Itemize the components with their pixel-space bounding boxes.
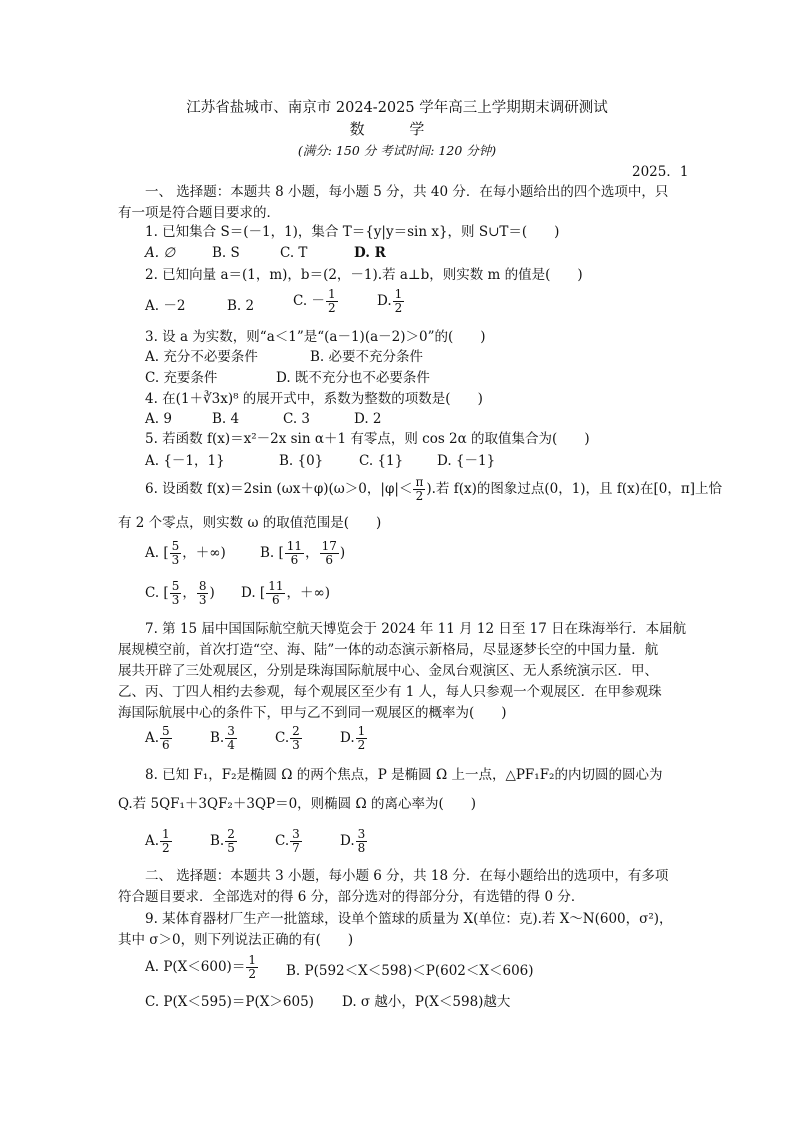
section1-intro-line1: 一、 选择题：本题共 8 小题，每小题 5 分，共 40 分．在每小题给出的四个选项中，只 <box>145 184 669 200</box>
q8-option-a: A. $\frac{1}{2}$ <box>145 827 170 855</box>
q7-option-d: D. $\frac{1}{2}$ <box>340 724 366 752</box>
question-3-stem: 3. 设 a 为实数，则“a＜1”是“(a－1)(a－2)＞0”的( ) <box>145 329 486 345</box>
q2-option-c: C. － $\frac{1}{2}$ <box>293 287 336 315</box>
q8-option-c: C. $\frac{3}{7}$ <box>275 827 300 855</box>
q2-option-d: D. $\frac{1}{2}$ <box>377 287 403 315</box>
exam-date: 2025．1 <box>632 164 689 180</box>
question-6-stem: 6. 设函数 f(x)＝2sin (ωx＋φ)(ω＞0，|φ|＜ $\frac{\pi}{2}$ ).若 f(x)的图象过点(0，1)，且 f(x)在[0，π]上恰 <box>145 475 722 503</box>
question-2-stem: 2. 已知向量 a＝(1，m)，b＝(2，－1).若 a⊥b，则实数 m 的值是( ) <box>145 267 583 283</box>
q4-option-a: A. 9 <box>145 411 172 427</box>
q6-option-d: D. [ $\frac{11}{6}$ ，＋∞) <box>241 579 330 607</box>
q2-option-b: B. 2 <box>227 298 255 314</box>
q3-option-a: A. 充分不必要条件 <box>145 349 258 365</box>
q1-option-b: B. S <box>212 245 240 261</box>
fraction-pi-over-2: $\frac{\pi}{2}$ <box>415 475 424 503</box>
question-7-line4: 乙、丙、丁四人相约去参观，每个观展区至少有 1 人，每人只参观一个观展区．在甲参观珠 <box>118 684 662 700</box>
fraction: $\frac{1}{2}$ <box>394 287 403 315</box>
q3-option-c: C. 充要条件 <box>145 370 218 386</box>
q7-option-c: C. $\frac{2}{3}$ <box>275 724 300 752</box>
subject-title: 数 学 <box>349 120 445 138</box>
q9-option-c: C. P(X＜595)＝P(X＞605) <box>145 994 314 1010</box>
question-6-stem-line2: 有 2 个零点，则实数 ω 的取值范围是( ) <box>118 515 382 531</box>
section2-intro-line1: 二、 选择题：本题共 3 小题，每小题 6 分，共 18 分．在每小题给出的选项中，有多项 <box>145 868 669 884</box>
question-7-line3: 展共开辟了三处观展区，分别是珠海国际航展中心、金凤台观演区、无人系统演示区．甲、 <box>118 663 658 679</box>
q3-option-d: D. 既不充分也不必要条件 <box>276 370 430 386</box>
q6-option-b: B. [ $\frac{11}{6}$ ， $\frac{17}{6}$ ) <box>260 539 346 567</box>
question-9-line1: 9. 某体育器材厂生产一批篮球，设单个篮球的质量为 X(单位：克).若 X～N(600，σ²)， <box>145 911 673 927</box>
q1-option-c: C. T <box>280 245 308 261</box>
q3-option-b: B. 必要不充分条件 <box>310 349 424 365</box>
question-4-stem: 4. 在(1＋∛3x)⁸ 的展开式中，系数为整数的项数是( ) <box>145 391 483 407</box>
q9-option-d: D. σ 越小，P(X＜598)越大 <box>342 994 511 1010</box>
q6-option-c: C. [ $\frac{5}{3}$ ， $\frac{8}{3}$ ) <box>145 579 215 607</box>
question-7-line2: 展规模空前，首次打造“空、海、陆”一体的动态演示新格局，尽显逐梦长空的中国力量．航 <box>118 642 659 658</box>
exam-title: 江苏省盐城市、南京市 2024-2025 学年高三上学期期末调研测试 <box>186 100 608 116</box>
question-8-line2: Q.若 5QF₁＋3QF₂＋3QP＝0，则椭圆 Ω 的离心率为( ) <box>118 796 476 812</box>
fraction: $\frac{1}{2}$ <box>327 287 336 315</box>
q8-option-d: D. $\frac{3}{8}$ <box>340 827 366 855</box>
question-5-stem: 5. 若函数 f(x)＝x²－2x sin α＋1 有零点，则 cos 2α 的取值集合为( ) <box>145 431 590 447</box>
q5-option-a: A. {－1，1} <box>145 453 225 469</box>
question-1-stem: 1. 已知集合 S＝(－1，1)，集合 T＝{y|y＝sin x}，则 S∪T＝( ) <box>145 224 560 240</box>
q7-option-b: B. $\frac{3}{4}$ <box>210 724 235 752</box>
q5-option-b: B. {0} <box>279 453 324 469</box>
q2-option-a: A. －2 <box>145 298 186 314</box>
q5-option-d: D. {－1} <box>437 453 496 469</box>
q9-option-a: A. P(X＜600)＝ $\frac{1}{2}$ <box>145 953 256 981</box>
question-7-line1: 7. 第 15 届中国国际航空航天博览会于 2024 年 11 月 12 日至 17 日在珠海举行．本届航 <box>145 621 687 637</box>
q1-option-d: D. R <box>354 245 386 261</box>
question-8-line1: 8. 已知 F₁，F₂是椭圆 Ω 的两个焦点，P 是椭圆 Ω 上一点，△PF₁F₂的内切圆的圆心为 <box>145 767 663 783</box>
question-9-line2: 其中 σ＞0，则下列说法正确的有( ) <box>118 932 354 948</box>
section2-intro-line2: 符合题目要求．全部选对的得 6 分，部分选对的得部分分，有选错的得 0 分． <box>118 889 585 905</box>
q8-option-b: B. $\frac{2}{5}$ <box>210 827 235 855</box>
q4-option-c: C. 3 <box>283 411 311 427</box>
q6-option-a: A. [ $\frac{5}{3}$ ，＋∞) <box>145 539 226 567</box>
q7-option-a: A. $\frac{5}{6}$ <box>145 724 170 752</box>
q1-option-a: A. ∅ <box>145 245 176 261</box>
q5-option-c: C. {1} <box>359 453 404 469</box>
q9-option-b: B. P(592＜X＜598)＜P(602＜X＜606) <box>286 963 534 979</box>
question-7-line5: 海国际航展中心的条件下，甲与乙不到同一观展区的概率为( ) <box>118 705 507 721</box>
section1-intro-line2: 有一项是符合题目要求的． <box>118 205 280 221</box>
exam-meta: (满分: 150 分 考试时间: 120 分钟) <box>297 143 497 158</box>
q4-option-b: B. 4 <box>212 411 240 427</box>
q4-option-d: D. 2 <box>354 411 382 427</box>
